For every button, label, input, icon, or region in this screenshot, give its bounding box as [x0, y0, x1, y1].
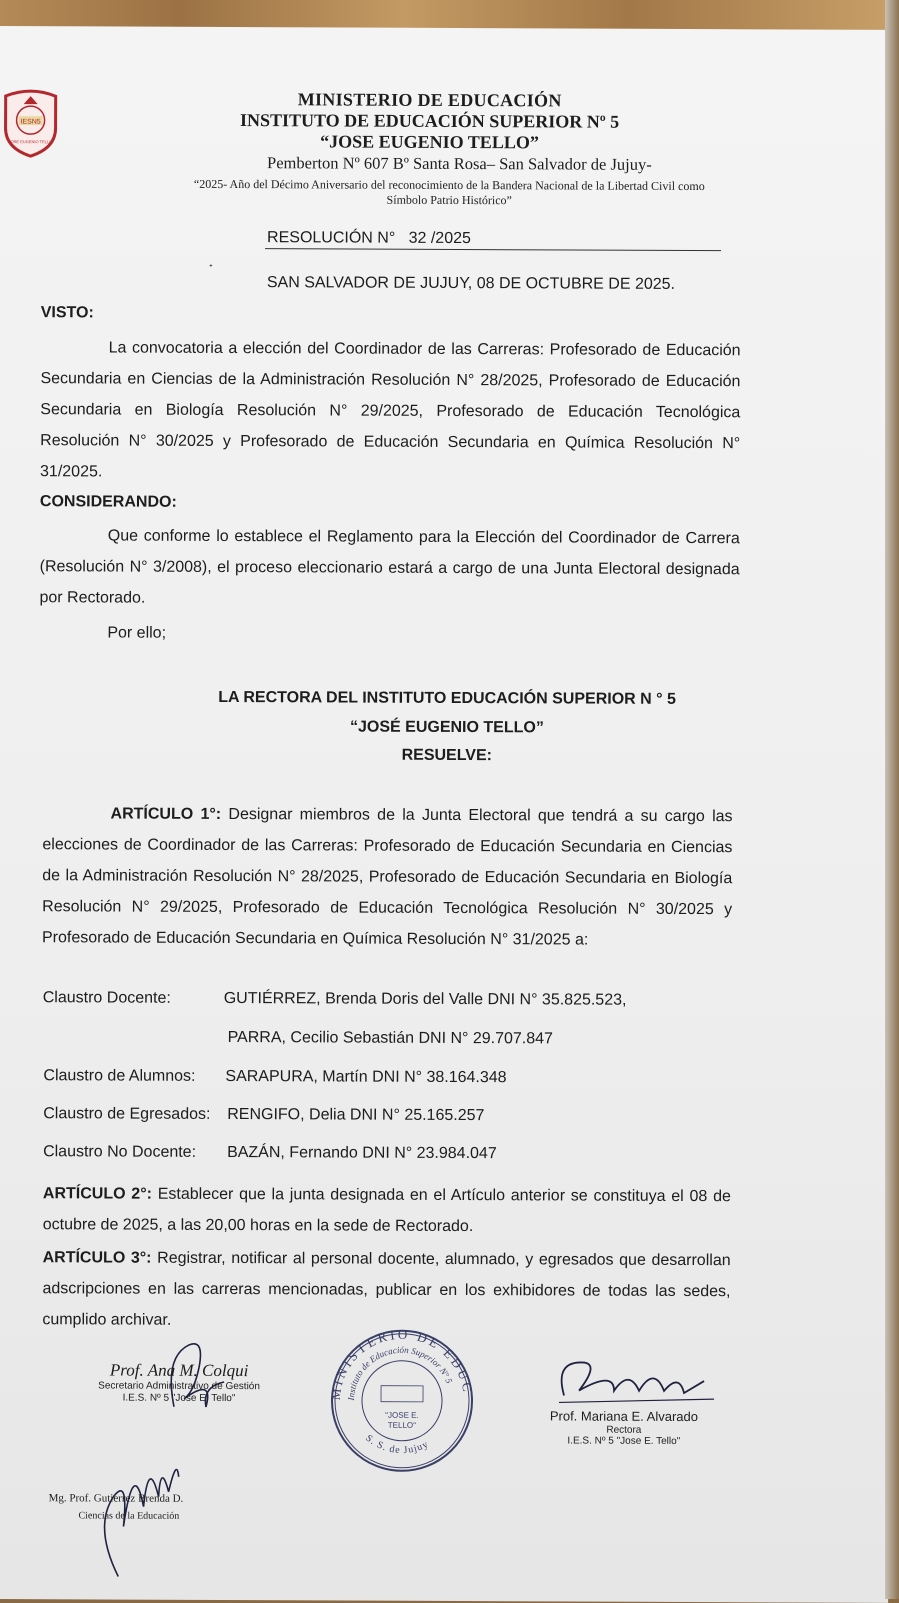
- logo-caption: JOSE EUGENIO TELLO: [8, 139, 53, 145]
- header-motto-line1: “2025- Año del Décimo Aniversario del reconocimiento de la Bandera Nacional de la Libertad Civil como: [193, 176, 705, 194]
- right-signature-name: Prof. Mariana E. Alvarado: [549, 1408, 699, 1425]
- header-address: Pemberton Nº 607 Bº Santa Rosa– San Salvador de Jujuy-: [267, 153, 652, 174]
- document-page: [0, 26, 895, 1603]
- member-person-4: BAZÁN, Fernando DNI N° 23.984.047: [227, 1144, 497, 1163]
- article-2: [43, 1178, 731, 1243]
- member-claustro-0: Claustro Docente:: [42, 989, 171, 1007]
- stamp-bottom-text: S. S. de Jujuy: [363, 1432, 431, 1457]
- resolve-line1: LA RECTORA DEL INSTITUTO EDUCACIÓN SUPERIOR N ° 5: [218, 688, 676, 708]
- right-signature-scribble-icon: [554, 1350, 719, 1411]
- bottom-signature-role: Ciencias de la Educación: [78, 1510, 180, 1522]
- article-1-text: Designar miembros de la Junta Electoral que tendrá a su cargo las elecciones de Coordinador de las Carreras: Profesorado de Educación Secundaria en Ciencias de la Administración Resolución N° 28/2025, Profesorado de Educación Secundaria en Biología Resolución N° 29/2025, Profesorado de Educación Tecnológica Resolución N° 30/2025 y Profesorado de Educación Secundaria en Química Resolución N° 31/2025 a:: [41, 806, 733, 949]
- member-claustro-3: Claustro de Egresados:: [43, 1105, 211, 1123]
- article-1-label: ARTÍCULO 1°:: [110, 805, 222, 823]
- article-2-label: ARTÍCULO 2°:: [42, 1185, 153, 1203]
- resolve-line3: RESUELVE:: [401, 746, 493, 765]
- member-person-0: GUTIÉRREZ, Brenda Doris del Valle DNI N° 35.825.523,: [223, 989, 627, 1009]
- header-ministry: MINISTERIO DE EDUCACIÓN: [297, 89, 562, 111]
- article-3-text: Registrar, notificar al personal docente, alumnado, y egresados que desarrollan adscripciones en las carreras mencionadas, publicar en los exhibidores de todas las sedes, cumplido archivar.: [42, 1249, 731, 1329]
- stamp-inner-text: Instituto de Educación Superior Nº 5: [345, 1344, 455, 1401]
- logo-text: IESN5: [20, 118, 41, 126]
- left-signature-role: Secretario Administrativo de Gestión: [98, 1380, 260, 1393]
- visto-text: La convocatoria a elección del Coordinador de las Carreras: Profesorado de Educación Secundaria en Ciencias de la Administración Resolución N° 28/2025, Profesorado de Educación Secundaria en Biología Resolución N° 29/2025, Profesorado de Educación Tecnológica Resolución N° 30/2025 y Profesorado de Educación Secundaria en Química Resolución N° 31/2025.: [40, 339, 741, 481]
- resolution-underline: [265, 248, 721, 251]
- bottom-signature-name: Mg. Prof. Gutierrez Brenda D.: [48, 1492, 184, 1505]
- article-3: [42, 1242, 730, 1338]
- por-ello: Por ello;: [107, 624, 167, 642]
- resolution-number: 32 /2025: [408, 229, 471, 248]
- member-person-1: PARRA, Cecilio Sebastián DNI N° 29.707.847: [227, 1029, 553, 1048]
- stamp-center-text1: "JOSE E.: [385, 1410, 419, 1420]
- resolve-line2: “JOSÉ EUGENIO TELLO”: [350, 718, 544, 737]
- visto-title: VISTO:: [40, 304, 94, 322]
- left-signature-institution: I.E.S. Nº 5 "Jose E. Tello": [122, 1392, 236, 1405]
- svg-text:MINISTERIO DE EDUCACIÓN: [323, 1315, 476, 1401]
- header-name: “JOSE EUGENIO TELLO”: [320, 131, 539, 153]
- article-1: [42, 798, 733, 956]
- left-signature-name: Prof. Ana M. Colqui: [109, 1360, 249, 1381]
- right-signature-institution: I.E.S. Nº 5 "Jose E. Tello": [567, 1435, 681, 1447]
- stamp-outer-text: MINISTERIO DE EDUCACIÓN: [323, 1315, 476, 1401]
- member-claustro-4: Claustro No Docente:: [43, 1143, 197, 1161]
- member-person-3: RENGIFO, Delia DNI N° 25.165.257: [227, 1106, 485, 1125]
- stray-mark: ᐩ: [208, 262, 213, 274]
- page-edge-shadow: [885, 0, 899, 1599]
- article-2-text: Establecer que la junta designada en el Artículo anterior se constituya el 08 de octubre de 2025, a las 20,00 horas en la sede de Rectorado.: [42, 1185, 731, 1236]
- member-claustro-2: Claustro de Alumnos:: [43, 1067, 196, 1085]
- resolution-title: [267, 229, 471, 248]
- considerando-title: CONSIDERANDO:: [39, 493, 177, 511]
- official-stamp-icon: [323, 1315, 476, 1474]
- stamp-center-text2: TELLO": [387, 1420, 417, 1430]
- place-date: SAN SALVADOR DE JUJUY, 08 DE OCTUBRE DE 2025.: [266, 274, 676, 293]
- header-motto-line2: Símbolo Patrio Histórico”: [386, 192, 512, 208]
- right-signature-role: Rectora: [606, 1424, 642, 1436]
- considerando-text: Que conforme lo establece el Reglamento para la Elección del Coordinador de Carrera (Resolución N° 3/2008), el proceso eleccionario estará a cargo de una Junta Electoral designada por Rectorado.: [39, 527, 740, 607]
- member-person-2: SARAPURA, Martín DNI N° 38.164.348: [225, 1067, 507, 1087]
- resolution-label: RESOLUCIÓN N°: [267, 229, 396, 247]
- header-institute: INSTITUTO DE EDUCACIÓN SUPERIOR Nº 5: [239, 110, 620, 132]
- article-3-label: ARTÍCULO 3°:: [42, 1249, 152, 1267]
